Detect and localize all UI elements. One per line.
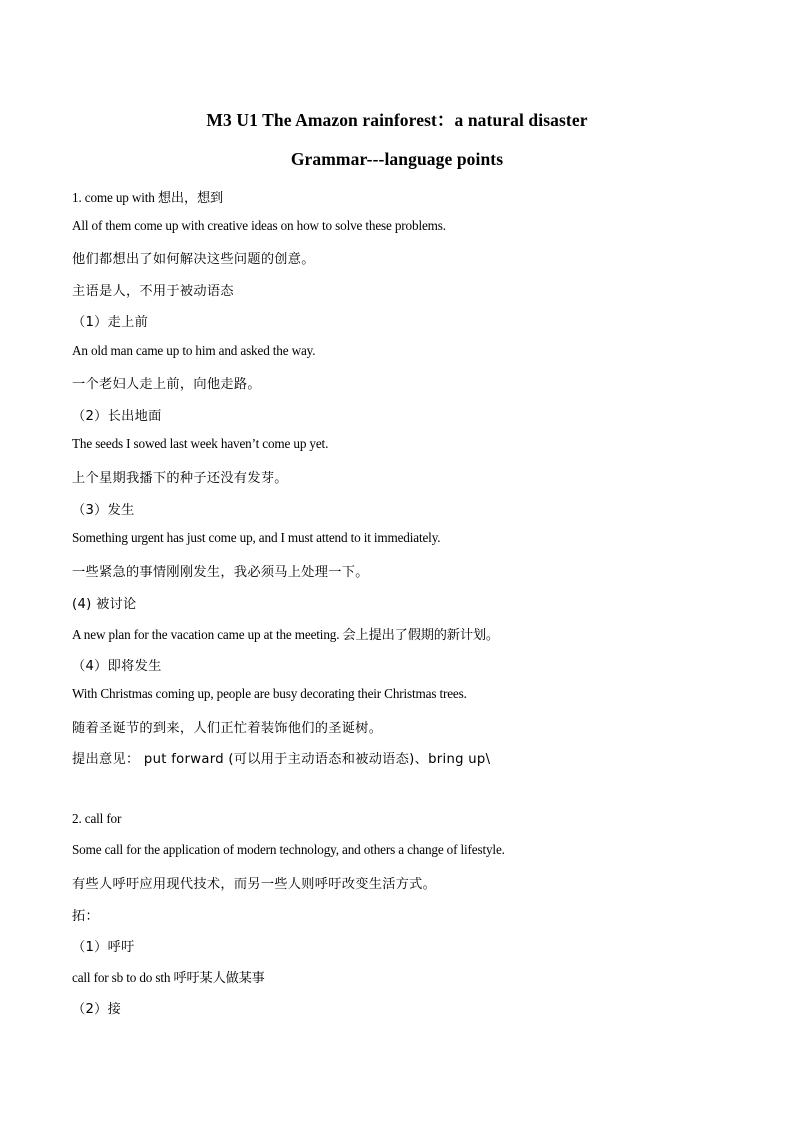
text-line: 有些人呼吁应用现代技术，而另一些人则呼吁改变生活方式。 <box>72 877 437 892</box>
text-line: 他们都想出了如何解决这些问题的创意。 <box>72 252 315 267</box>
text-line: 一些紧急的事情刚刚发生，我必须马上处理一下。 <box>72 565 369 580</box>
text-line: （3）发生 <box>72 503 135 518</box>
text-line: 1. come up with 想出，想到 <box>72 190 224 205</box>
document-subtitle: Grammar---language points <box>290 149 504 169</box>
text-line: With Christmas coming up, people are busy decorating their Christmas trees. <box>72 686 467 701</box>
text-line: （2）长出地面 <box>72 409 162 424</box>
text-line: (4) 被讨论 <box>72 597 137 612</box>
text-line: （1）走上前 <box>72 315 149 330</box>
document-title: M3 U1 The Amazon rainforest：a natural disaster <box>206 110 588 130</box>
text-line: 一个老妇人走上前，向他走路。 <box>72 377 261 392</box>
text-line: 2. call for <box>72 811 122 826</box>
text-line: Some call for the application of modern technology, and others a change of lifestyle. <box>72 842 505 857</box>
text-line: （2）接 <box>72 1002 122 1017</box>
text-line: （1）呼吁 <box>72 940 135 955</box>
text-line: 主语是人，不用于被动语态 <box>72 284 234 299</box>
text-line: A new plan for the vacation came up at the meeting. 会上提出了假期的新计划。 <box>72 627 499 642</box>
text-line: An old man came up to him and asked the way. <box>72 343 316 358</box>
text-line: 提出意见： put forward (可以用于主动语态和被动语态)、bring up\ <box>72 752 491 767</box>
text-line: （4）即将发生 <box>72 659 162 674</box>
text-line: 随着圣诞节的到来，人们正忙着装饰他们的圣诞树。 <box>72 721 383 736</box>
text-line: 上个星期我播下的种子还没有发芽。 <box>72 471 288 486</box>
text-line: call for sb to do sth 呼吁某人做某事 <box>72 970 265 985</box>
text-line: 拓： <box>72 909 99 924</box>
text-line: The seeds I sowed last week haven’t come up yet. <box>72 436 329 451</box>
text-line: All of them come up with creative ideas on how to solve these problems. <box>72 218 446 233</box>
text-line: Something urgent has just come up, and I must attend to it immediately. <box>72 530 441 545</box>
